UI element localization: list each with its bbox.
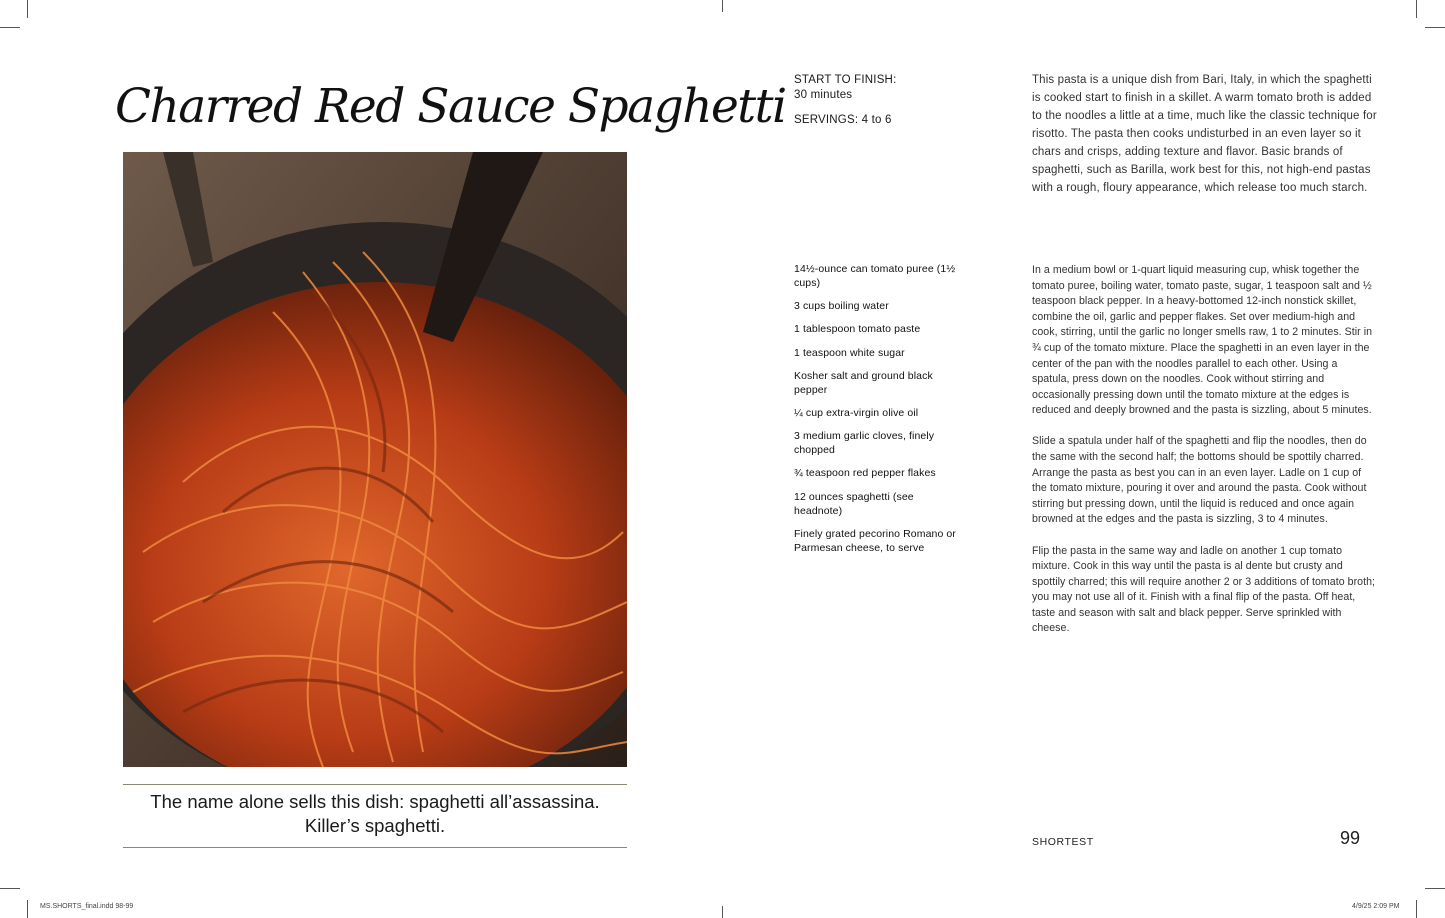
crop-mark	[1416, 0, 1417, 18]
ingredient-item: Kosher salt and ground black pepper	[794, 369, 933, 396]
ingredient-item: 14½-ounce can tomato puree (1½ cups)	[794, 263, 956, 289]
ingredient-item: 12 ounces spaghetti (see headnote)	[794, 490, 914, 517]
ingredient-item: ¼ cup extra-virgin olive oil	[794, 406, 919, 419]
caption-rule-top	[123, 784, 627, 785]
ingredient-item: 1 teaspoon white sugar	[794, 346, 905, 359]
headnote: This pasta is a unique dish from Bari, Italy, in which the spaghetti is cooked start to finish in a skillet. A warm tomato broth is added to the noodles a little at a time, much like the classic technique for risotto. The pasta then cooks undisturbed in an even layer so it chars and crisps, adding texture and flavor. Basic brands of spaghetti, such as Barilla, work best for this, not high-end pastas with a rough, floury appearance, which release too much starch.	[1032, 74, 1377, 194]
direction-step: In a medium bowl or 1-quart liquid measuring cup, whisk together the tomato puree, boiling water, tomato paste, sugar, 1 teaspoon salt and ½ teaspoon black pepper. In a heavy-bottomed 12-inch nonstick skillet, combine the oil, garlic and pepper flakes. Set over medium-high and cook, stirring, until the garlic no longer smells raw, 1 to 2 minutes. Stir in ¾ cup of the tomato mixture. Place the spaghetti in an even layer in the center of the pan with the noodles parallel to each other. Using a spatula, press down on the noodles. Cook without stirring and occasionally pressing down until the tomato mixture at the edges is reduced and deeply browned and the pasta is sizzling, about 5 minutes.	[1032, 264, 1373, 417]
ingredient-item: 3 cups boiling water	[794, 300, 889, 313]
caption-line: The name alone sells this dish: spaghetti all’assassina.	[150, 791, 600, 812]
print-slug-file: MS.SHORTS_final.indd 98-99	[40, 903, 134, 910]
direction-step: Slide a spatula under half of the spaghetti and flip the noodles, then do the same with the second half; the bottoms should be spottily charred. Arrange the pasta as best you can in an even layer. Ladle on 1 cup of the tomato mixture, pouring it over and around the pasta. Cook without stirring but pressing down, until the liquid is reduced and once again browned at the edges and the pasta is sizzling, 3 to 4 minutes.	[1032, 435, 1367, 526]
caption-line: Killer’s spaghetti.	[304, 815, 446, 836]
servings: SERVINGS: 4 to 6	[794, 114, 892, 126]
photo-caption	[123, 790, 627, 838]
crop-mark	[1416, 900, 1417, 918]
caption-rule-bottom	[123, 847, 627, 848]
spaghetti-photo-illustration	[123, 152, 627, 767]
ingredient-item: ¾ teaspoon red pepper flakes	[794, 467, 936, 480]
crop-mark	[1425, 27, 1445, 28]
directions	[1032, 263, 1377, 653]
crop-mark	[0, 27, 20, 28]
ingredient-item: 3 medium garlic cloves, finely chopped	[794, 430, 935, 457]
ingredient-item: Finely grated pecorino Romano or Parmesan cheese, to serve	[794, 527, 956, 554]
crop-mark	[1425, 888, 1445, 889]
start-to-finish-value: 30 minutes	[794, 89, 853, 101]
crop-mark	[722, 906, 723, 918]
start-to-finish	[794, 73, 896, 103]
start-to-finish-label: START TO FINISH:	[794, 74, 897, 86]
direction-step: Flip the pasta in the same way and ladle on another 1 cup tomato mixture. Cook in this way until the pasta is al dente but crusty and spottily charred; this will require another 2 or 3 additions of tomato broth; you may not use all of it. Finish with a final flip of the pasta. Off heat, taste and season with salt and black pepper. Serve sprinkled with cheese.	[1032, 544, 1376, 635]
crop-mark	[0, 888, 20, 889]
crop-mark	[27, 0, 28, 18]
print-slug-date: 4/9/25 2:09 PM	[1352, 903, 1400, 910]
crop-mark	[722, 0, 723, 12]
crop-mark	[27, 900, 28, 918]
section-label: SHORTEST	[1032, 836, 1094, 848]
ingredient-item: 1 tablespoon tomato paste	[794, 323, 921, 336]
page-number: 99	[1340, 828, 1361, 848]
ingredient-list	[794, 262, 964, 564]
recipe-photo	[123, 152, 627, 767]
recipe-title: Charred Red Sauce Spaghetti	[115, 79, 786, 134]
